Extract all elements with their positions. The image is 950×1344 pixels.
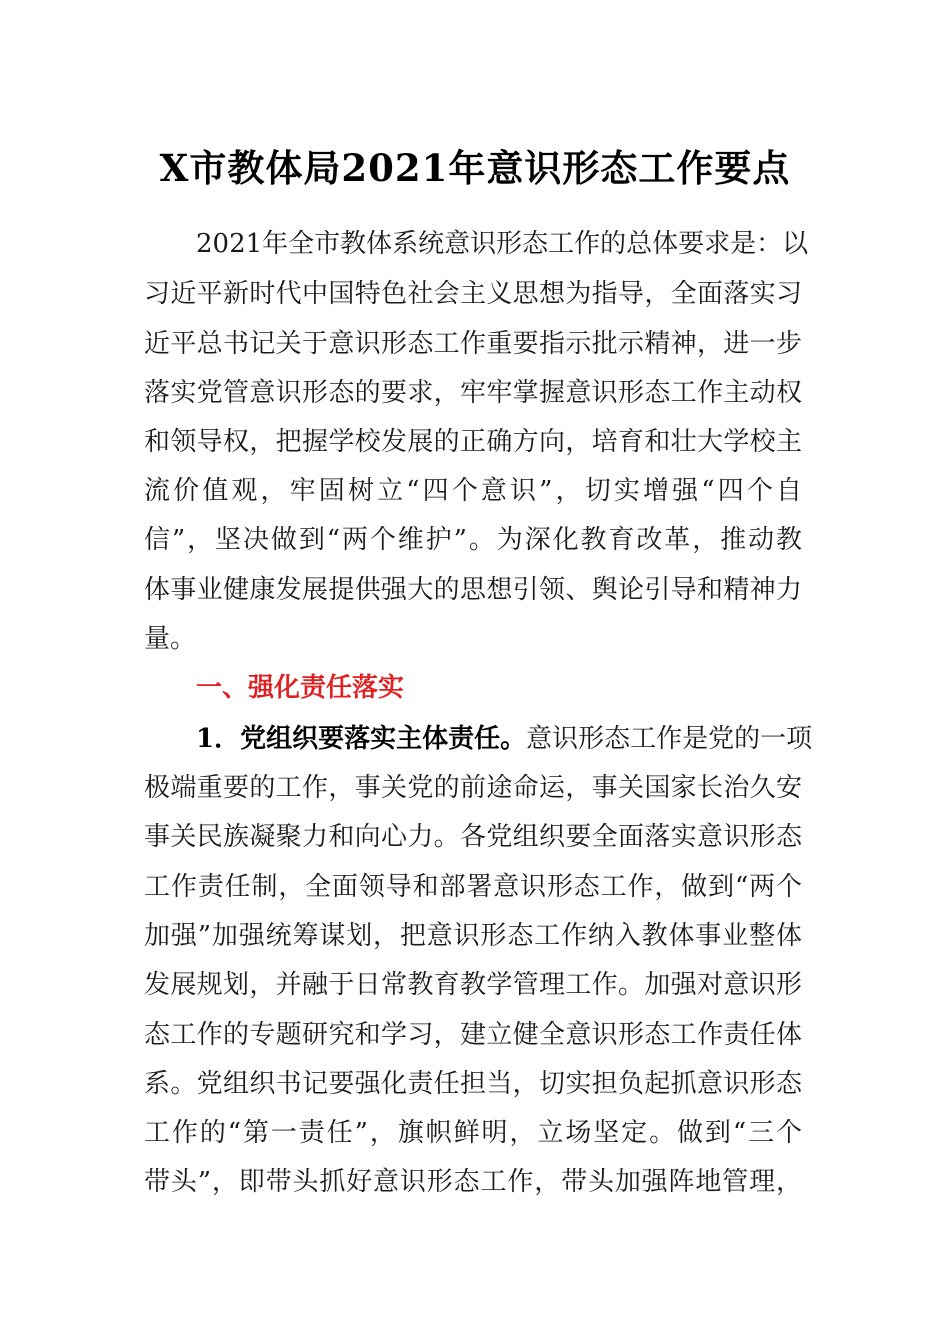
paragraph-line: 信”，坚决做到“两个维护”。为深化教育改革，推动教 xyxy=(144,525,802,555)
paragraph-line: 和领导权，把握学校发展的正确方向，培育和壮大学校主 xyxy=(144,427,802,457)
paragraph-line: 量。 xyxy=(144,624,197,654)
paragraph-line: 加强”加强统筹谋划，把意识形态工作纳入教体事业整体 xyxy=(144,921,802,951)
paragraph-line: 发展规划，并融于日常教育教学管理工作。加强对意识形 xyxy=(144,970,802,1000)
paragraph-line: 态工作的专题研究和学习，建立健全意识形态工作责任体 xyxy=(144,1020,802,1050)
paragraph-line: 体事业健康发展提供强大的思想引领、舆论引导和精神力 xyxy=(144,575,802,605)
section-heading: 一、强化责任落实 xyxy=(196,673,405,703)
paragraph-line: 极端重要的工作，事关党的前途命运，事关国家长治久安 xyxy=(144,773,802,803)
paragraph-line xyxy=(196,721,813,757)
paragraph-line: 带头”，即带头抓好意识形态工作，带头加强阵地管理， xyxy=(144,1167,802,1197)
paragraph-line: 系。党组织书记要强化责任担当，切实担负起抓意识形态 xyxy=(144,1069,802,1099)
paragraph-line: 事关民族凝聚力和向心力。各党组织要全面落实意识形态 xyxy=(144,822,802,852)
paragraph-line: 工作责任制，全面领导和部署意识形态工作，做到“两个 xyxy=(144,872,802,902)
paragraph-line: 流价值观，牢固树立“四个意识”，切实增强“四个自 xyxy=(144,476,802,506)
paragraph-line: 2021年全市教体系统意识形态工作的总体要求是：以 xyxy=(196,229,809,259)
paragraph-line: 近平总书记关于意识形态工作重要指示批示精神，进一步 xyxy=(144,329,802,359)
paragraph-line: 习近平新时代中国特色社会主义思想为指导，全面落实习 xyxy=(144,279,802,309)
document-title: X市教体局2021年意识形态工作要点 xyxy=(159,146,791,190)
item-first-line-text: 意识形态工作是党的一项 xyxy=(526,724,813,754)
item-lead-text: 1．党组织要落实主体责任。 xyxy=(196,724,527,754)
paragraph-line: 落实党管意识形态的要求，牢牢掌握意识形态工作主动权 xyxy=(144,378,802,408)
paragraph-line: 工作的“第一责任”，旗帜鲜明，立场坚定。做到“三个 xyxy=(144,1118,802,1148)
